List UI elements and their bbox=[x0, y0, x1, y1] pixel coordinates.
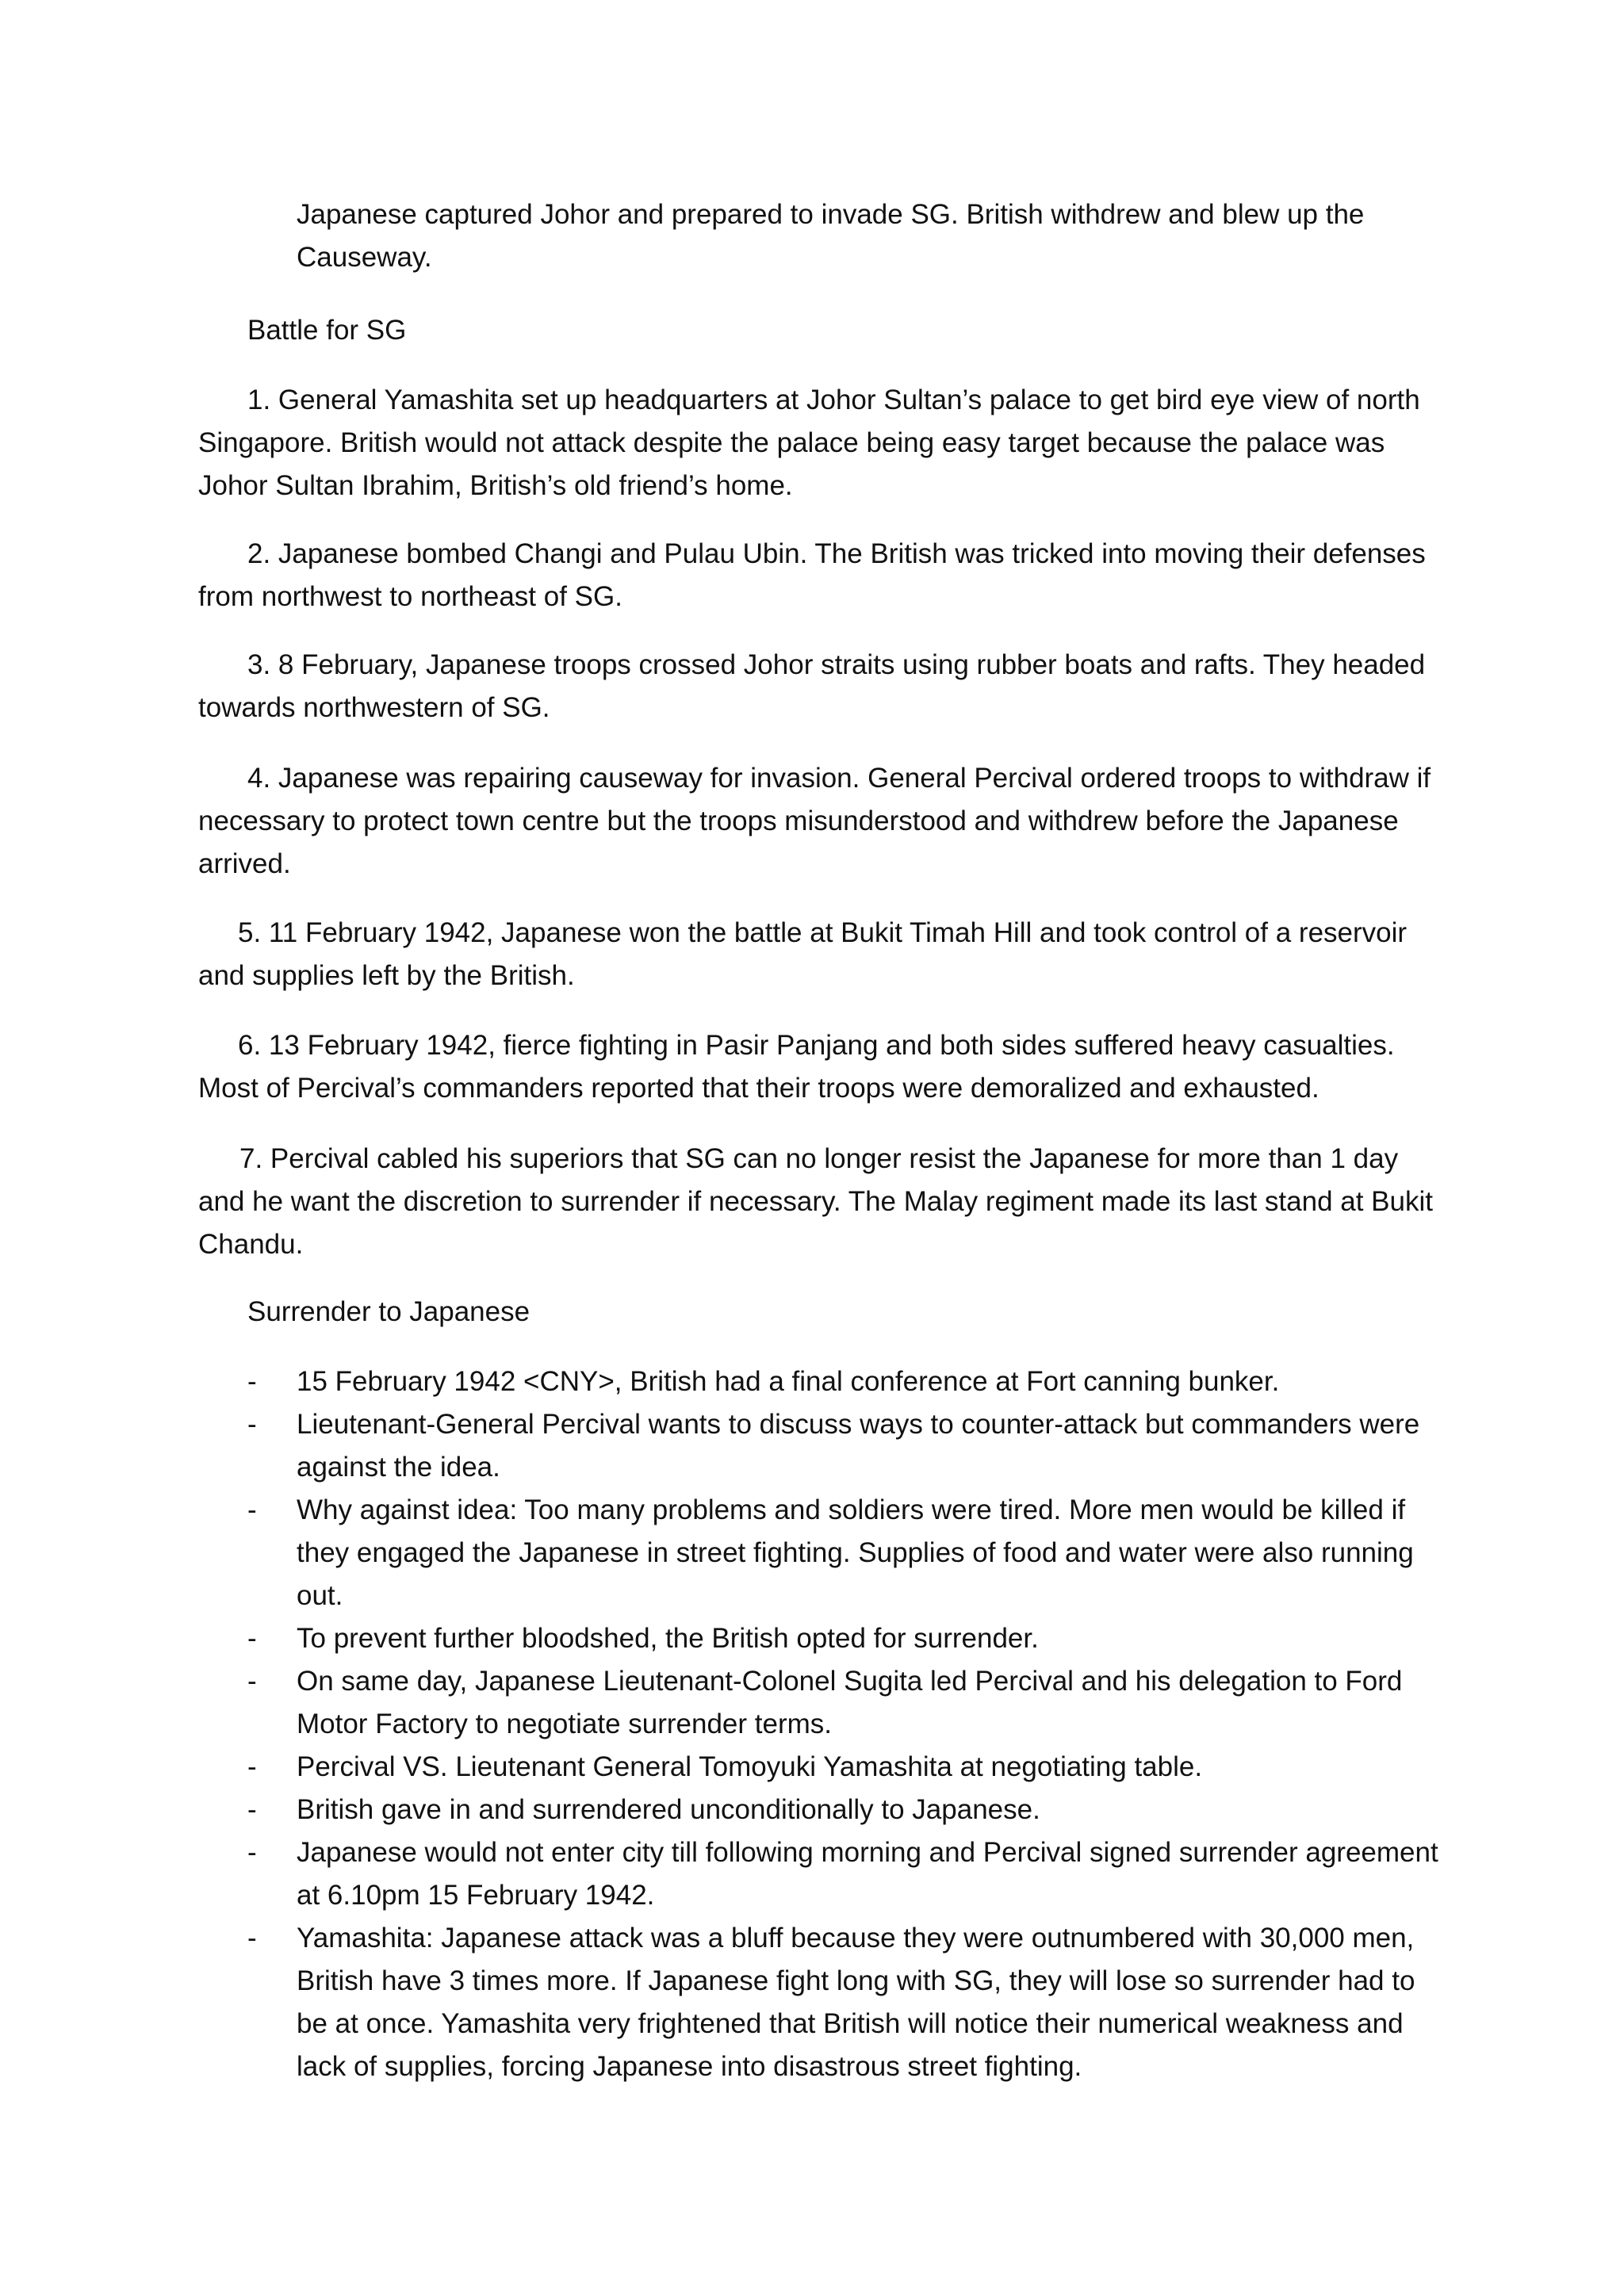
bullet-item bbox=[198, 1917, 1451, 2088]
dash-marker: - bbox=[247, 1409, 257, 1440]
bullet-text: Japanese would not enter city till following morning and Percival signed surrender agreement at 6.10pm 15 February 1942. bbox=[297, 1837, 1438, 1911]
bullet-item bbox=[198, 1617, 1451, 1660]
bullet-item bbox=[198, 1403, 1451, 1489]
dash-marker: - bbox=[247, 1794, 257, 1825]
bullet-item bbox=[198, 1660, 1451, 1746]
surrender-bullet-list bbox=[198, 1360, 1451, 2088]
bullet-item bbox=[198, 1831, 1451, 1917]
bullet-text: Lieutenant-General Percival wants to discuss ways to counter-attack but commanders were against the idea. bbox=[297, 1409, 1420, 1483]
surrender-heading: Surrender to Japanese bbox=[247, 1296, 530, 1327]
bullet-text: To prevent further bloodshed, the British opted for surrender. bbox=[297, 1623, 1039, 1654]
battle-item-7: 7. Percival cabled his superiors that SG can no longer resist the Japanese for more than 1 day and he want the discretion to surrender if necessary. The Malay regiment made its last stand at Bukit Chandu. bbox=[198, 1143, 1433, 1260]
dash-marker: - bbox=[247, 1623, 257, 1654]
bullet-item bbox=[198, 1489, 1451, 1617]
bullet-item bbox=[198, 1746, 1451, 1789]
bullet-text: Why against idea: Too many problems and soldiers were tired. More men would be killed if they engaged the Japanese in street fighting. Supplies of food and water were also running out. bbox=[297, 1494, 1414, 1611]
dash-marker: - bbox=[247, 1923, 257, 1954]
bullet-item bbox=[198, 1789, 1451, 1831]
dash-marker: - bbox=[247, 1366, 257, 1397]
battle-item-4: 4. Japanese was repairing causeway for invasion. General Percival ordered troops to withdraw if necessary to protect town centre but the troops misunderstood and withdrew before the Japanese arrived. bbox=[198, 763, 1431, 879]
battle-item-2: 2. Japanese bombed Changi and Pulau Ubin. The British was tricked into moving their defenses from northwest to northeast of SG. bbox=[198, 538, 1426, 612]
intro-paragraph: Japanese captured Johor and prepared to invade SG. British withdrew and blew up the Causeway. bbox=[297, 199, 1365, 273]
dash-marker: - bbox=[247, 1751, 257, 1782]
bullet-item bbox=[198, 1360, 1451, 1403]
bullet-text: On same day, Japanese Lieutenant-Colonel Sugita led Percival and his delegation to Ford Motor Factory to negotiate surrender terms. bbox=[297, 1666, 1403, 1739]
bullet-text: British gave in and surrendered unconditionally to Japanese. bbox=[297, 1794, 1040, 1825]
battle-item-1: 1. General Yamashita set up headquarters at Johor Sultan’s palace to get bird eye view of north Singapore. British would not attack despite the palace being easy target because the palace was Johor Sultan Ibrahim, British’s old friend’s home. bbox=[198, 385, 1420, 501]
battle-heading: Battle for SG bbox=[247, 315, 407, 346]
dash-marker: - bbox=[247, 1494, 257, 1525]
dash-marker: - bbox=[247, 1837, 257, 1868]
battle-item-3: 3. 8 February, Japanese troops crossed Johor straits using rubber boats and rafts. They headed towards northwestern of SG. bbox=[198, 649, 1426, 723]
battle-item-5: 5. 11 February 1942, Japanese won the battle at Bukit Timah Hill and took control of a reservoir and supplies left by the British. bbox=[198, 917, 1408, 991]
bullet-text: Yamashita: Japanese attack was a bluff because they were outnumbered with 30,000 men, British have 3 times more. If Japanese fight long with SG, they will lose so surrender had to be at once. Yamashita very frightened that British will notice their numerical weakness and lack of supplies, forcing Japanese into disastrous street fighting. bbox=[297, 1923, 1415, 2082]
battle-item-6: 6. 13 February 1942, fierce fighting in Pasir Panjang and both sides suffered heavy casualties. Most of Percival’s commanders reported that their troops were demoralized and exhausted. bbox=[198, 1030, 1395, 1104]
bullet-text: 15 February 1942 <CNY>, British had a final conference at Fort canning bunker. bbox=[297, 1366, 1280, 1397]
bullet-text: Percival VS. Lieutenant General Tomoyuki Yamashita at negotiating table. bbox=[297, 1751, 1203, 1782]
dash-marker: - bbox=[247, 1666, 257, 1697]
